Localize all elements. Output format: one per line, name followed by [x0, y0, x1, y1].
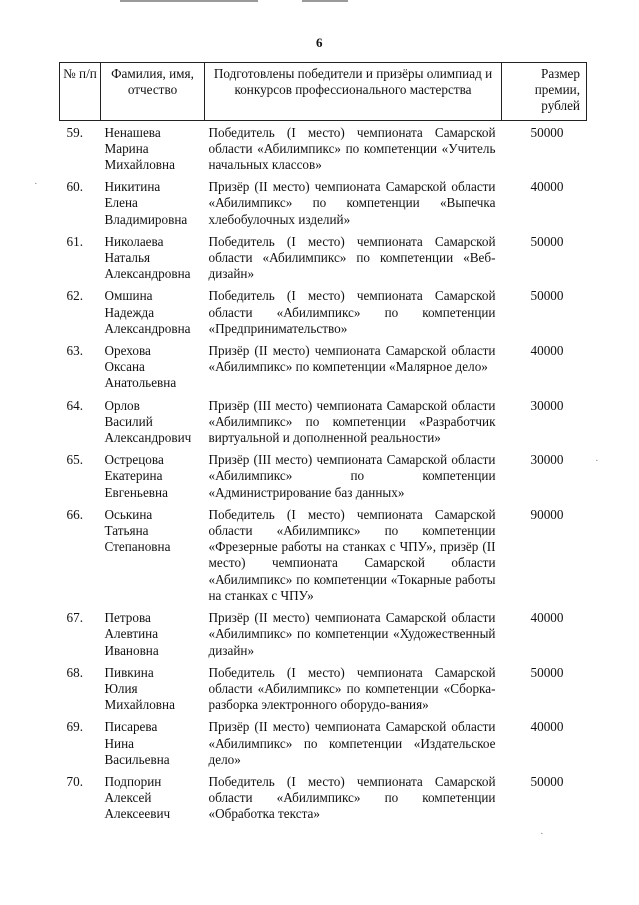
header-award-amount: Размер премии, рублей: [502, 63, 587, 121]
patronymic: Евгеньевна: [104, 484, 168, 500]
row-number: 60.: [66, 179, 83, 195]
last-name: Никитина: [104, 179, 161, 195]
row-number: 64.: [66, 397, 83, 413]
row-number: 65.: [66, 452, 83, 468]
scan-speck: ·: [540, 828, 544, 840]
row-full-name: [101, 717, 205, 772]
table-row: [60, 663, 587, 718]
last-name: Орлов: [104, 397, 140, 413]
row-number: 67.: [66, 610, 83, 626]
row-full-name: [101, 772, 205, 827]
last-name: Ненашева: [104, 124, 161, 140]
scan-edge-line-left: [120, 0, 258, 2]
last-name: Подпорин: [104, 773, 162, 789]
table-row: [60, 505, 587, 608]
row-achievement: Победитель (I место) чемпионата Самарской области «Абилимпикс» по компетенции «Учитель начальных классов»: [208, 124, 496, 173]
first-name: Алевтина: [104, 626, 159, 642]
table-row: [60, 772, 587, 827]
row-achievement: Победитель (I место) чемпионата Самарской области «Абилимпикс» по компетенции «Обработка текста»: [208, 773, 496, 822]
row-achievement: Призёр (III место) чемпионата Самарской области «Абилимпикс» по компетенции «Администрирование баз данных»: [208, 452, 496, 500]
row-achievement: Призёр (III место) чемпионата Самарской области «Абилимпикс» по компетенции «Разработчик виртуальной и дополненной реальности»: [208, 397, 496, 446]
first-name: Татьяна: [104, 523, 149, 539]
row-award-amount: 50000: [530, 233, 564, 249]
row-full-name: [101, 232, 205, 287]
patronymic: Анатольевна: [104, 375, 177, 391]
table-row: [60, 450, 587, 505]
patronymic: Александровна: [104, 320, 191, 336]
row-award-amount: 50000: [530, 664, 564, 680]
patronymic: Васильевна: [104, 751, 170, 767]
row-number: 69.: [66, 719, 83, 735]
first-name: Елена: [104, 195, 138, 211]
row-award-amount: 40000: [530, 343, 564, 359]
table-row: [60, 177, 587, 232]
patronymic: Алексеевич: [104, 806, 171, 822]
first-name: Марина: [104, 140, 149, 156]
patronymic: Михайловна: [104, 697, 175, 713]
row-full-name: [101, 286, 205, 341]
row-achievement: Призёр (II место) чемпионата Самарской области «Абилимпикс» по компетенции «Художественный дизайн»: [208, 610, 496, 658]
row-award-amount: 50000: [530, 288, 564, 304]
first-name: Нина: [104, 735, 134, 751]
row-achievement: Победитель (I место) чемпионата Самарской области «Абилимпикс» по компетенции «Сборка-разборка электронного оборудо-вания»: [208, 664, 496, 713]
row-full-name: [101, 341, 205, 396]
scan-speck: ·: [34, 178, 38, 190]
table-row: [60, 608, 587, 663]
table-row: [60, 120, 587, 177]
row-full-name: [101, 608, 205, 663]
last-name: Пивкина: [104, 664, 154, 680]
row-number: 59.: [66, 124, 83, 140]
row-achievement: Победитель (I место) чемпионата Самарской области «Абилимпикс» по компетенции «Предпринимательство»: [208, 288, 496, 336]
table-row: [60, 396, 587, 451]
scan-speck: ·: [595, 455, 599, 467]
scan-edge-line-right: [302, 0, 348, 2]
last-name: Омшина: [104, 288, 153, 304]
first-name: Наталья: [104, 250, 151, 266]
header-number: № п/п: [60, 63, 101, 121]
patronymic: Александрович: [104, 430, 192, 446]
row-full-name: [101, 177, 205, 232]
header-full-name: Фамилия, имя, отчество: [101, 63, 205, 121]
table-row: [60, 717, 587, 772]
row-award-amount: 50000: [530, 773, 564, 789]
row-full-name: [101, 450, 205, 505]
patronymic: Владимировна: [104, 211, 188, 227]
first-name: Оксана: [104, 359, 145, 375]
row-award-amount: 50000: [530, 124, 564, 140]
table-header-row: [60, 63, 587, 121]
row-full-name: [101, 663, 205, 718]
table-row: [60, 286, 587, 341]
row-award-amount: 30000: [530, 452, 564, 468]
patronymic: Ивановна: [104, 642, 159, 658]
row-full-name: [101, 396, 205, 451]
row-number: 63.: [66, 343, 83, 359]
row-achievement: Призёр (II место) чемпионата Самарской области «Абилимпикс» по компетенции «Издательское дело»: [208, 719, 496, 767]
row-number: 70.: [66, 773, 83, 789]
row-number: 68.: [66, 664, 83, 680]
row-achievement: Призёр (II место) чемпионата Самарской области «Абилимпикс» по компетенции «Малярное дело»: [208, 343, 496, 375]
row-full-name: [101, 505, 205, 608]
first-name: Екатерина: [104, 468, 163, 484]
patronymic: Степановна: [104, 539, 171, 555]
row-achievement: Призёр (II место) чемпионата Самарской области «Абилимпикс» по компетенции «Выпечка хлебобулочных изделий»: [208, 179, 496, 227]
row-number: 66.: [66, 506, 83, 522]
row-award-amount: 40000: [530, 719, 564, 735]
last-name: Оськина: [104, 506, 153, 522]
table-row: [60, 341, 587, 396]
first-name: Василий: [104, 413, 153, 429]
awards-table: [59, 62, 587, 827]
patronymic: Александровна: [104, 266, 191, 282]
row-achievement: Победитель (I место) чемпионата Самарской области «Абилимпикс» по компетенции «Веб-дизайн»: [208, 233, 496, 282]
row-number: 62.: [66, 288, 83, 304]
page-number: 6: [316, 35, 323, 50]
row-award-amount: 40000: [530, 179, 564, 195]
row-award-amount: 40000: [530, 610, 564, 626]
last-name: Орехова: [104, 343, 151, 359]
row-award-amount: 90000: [530, 506, 564, 522]
last-name: Острецова: [104, 452, 164, 468]
first-name: Юлия: [104, 680, 138, 696]
table-row: [60, 232, 587, 287]
patronymic: Михайловна: [104, 157, 175, 173]
row-award-amount: 30000: [530, 397, 564, 413]
last-name: Петрова: [104, 610, 151, 626]
first-name: Алексей: [104, 790, 152, 806]
last-name: Николаева: [104, 233, 164, 249]
row-full-name: [101, 120, 205, 177]
row-achievement: Победитель (I место) чемпионата Самарской области «Абилимпикс» по компетенции «Фрезерные работы на станках с ЧПУ», призёр (II место) чемпионата Самарской области «Абилимпикс» по компетенции «Токарные работы на станках с ЧПУ»: [208, 506, 496, 603]
header-achievement: Подготовлены победители и призёры олимпиад и конкурсов профессионального мастерства: [205, 63, 502, 121]
first-name: Надежда: [104, 304, 155, 320]
last-name: Писарева: [104, 719, 158, 735]
row-number: 61.: [66, 233, 83, 249]
